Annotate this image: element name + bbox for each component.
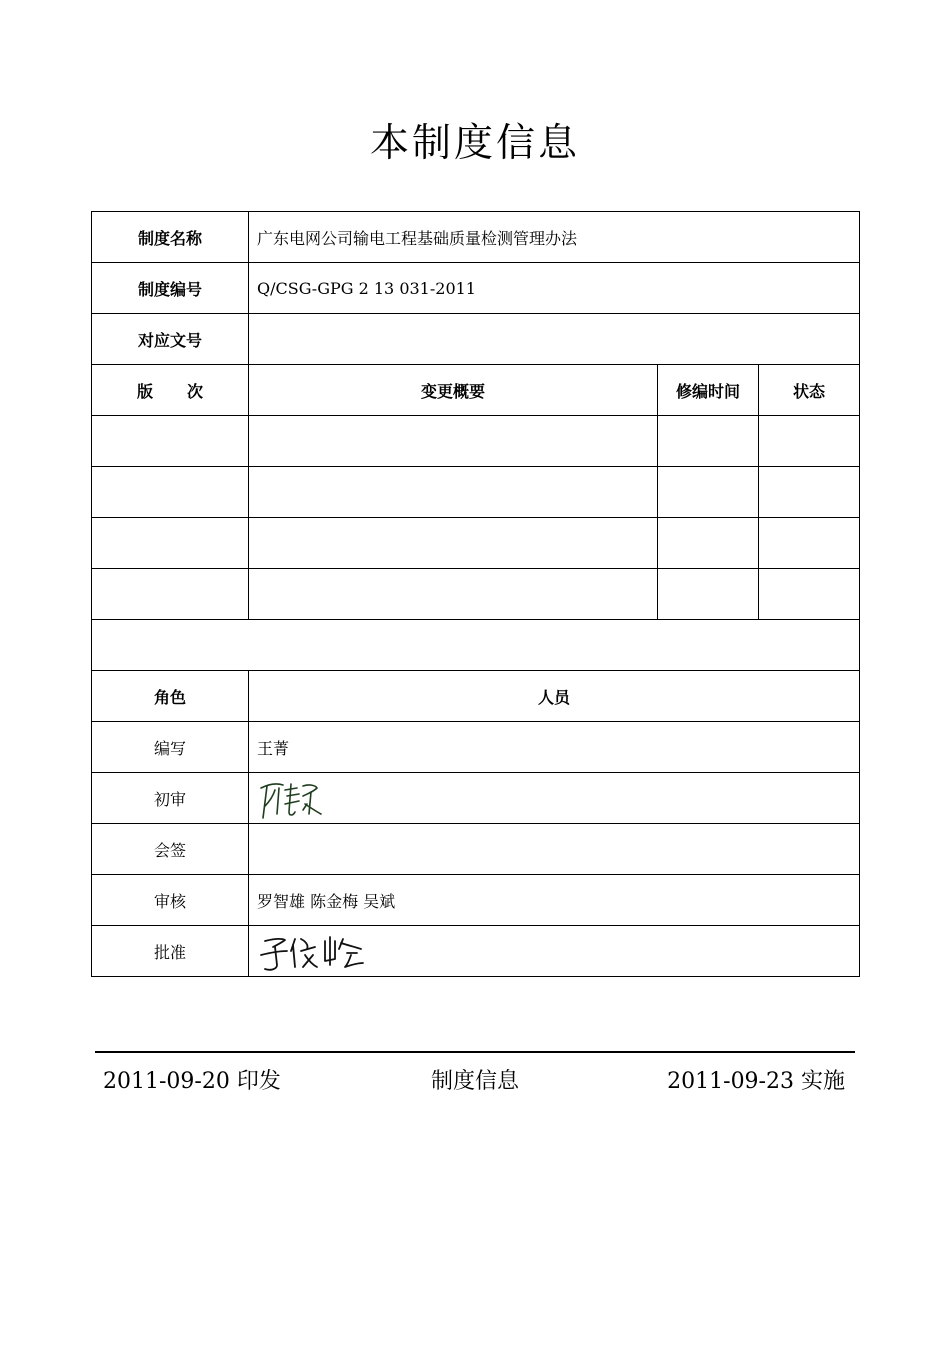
- time-cell: [658, 416, 759, 467]
- version-header-ban: 版: [136, 381, 153, 401]
- role-cell: 初审: [92, 773, 249, 824]
- time-cell: [658, 467, 759, 518]
- footer-effective: [667, 1064, 845, 1095]
- code-label: 制度编号: [92, 263, 249, 314]
- info-table: [91, 211, 860, 977]
- version-row: [92, 518, 860, 569]
- person-header: 人员: [249, 671, 860, 722]
- handwritten-signature-approval: [255, 927, 375, 975]
- roles-header-row: [92, 671, 860, 722]
- role-cell: 审核: [92, 875, 249, 926]
- page-title: 本制度信息: [369, 121, 580, 166]
- doc-label: 对应文号: [92, 314, 249, 365]
- spacer-row: [92, 620, 860, 671]
- name-row: [92, 212, 860, 263]
- version-row: [92, 416, 860, 467]
- status-cell: [759, 518, 860, 569]
- person-cell: [249, 824, 860, 875]
- summary-cell: [249, 569, 658, 620]
- role-cell: 编写: [92, 722, 249, 773]
- effective-date: 2011-09-23: [667, 1069, 794, 1094]
- code-value: Q/CSG-GPG 2 13 031-2011: [249, 263, 860, 314]
- status-header: 状态: [759, 365, 860, 416]
- status-cell: [759, 569, 860, 620]
- name-value: 广东电网公司输电工程基础质量检测管理办法: [249, 212, 860, 263]
- name-label: 制度名称: [92, 212, 249, 263]
- version-header-ci: 次: [187, 381, 204, 401]
- effective-label: 实施: [800, 1069, 845, 1094]
- doc-row: [92, 314, 860, 365]
- person-cell: [249, 926, 860, 977]
- summary-cell: [249, 467, 658, 518]
- summary-cell: [249, 416, 658, 467]
- role-row: [92, 773, 860, 824]
- status-cell: [759, 467, 860, 518]
- person-cell: 罗智雄 陈金梅 吴斌: [249, 875, 860, 926]
- version-cell: [92, 569, 249, 620]
- footer-divider: [95, 1051, 855, 1053]
- role-header: 角色: [92, 671, 249, 722]
- summary-cell: [249, 518, 658, 569]
- person-cell: [249, 773, 860, 824]
- version-cell: [92, 518, 249, 569]
- version-header: [92, 365, 249, 416]
- role-row: [92, 722, 860, 773]
- role-row: [92, 875, 860, 926]
- issue-date: 2011-09-20: [103, 1069, 230, 1094]
- handwritten-signature-preliminary: [255, 774, 335, 822]
- role-cell: 批准: [92, 926, 249, 977]
- revise-time-header: 修编时间: [658, 365, 759, 416]
- person-cell: 王菁: [249, 722, 860, 773]
- role-row: [92, 926, 860, 977]
- spacer-cell: [92, 620, 860, 671]
- summary-header: 变更概要: [249, 365, 658, 416]
- time-cell: [658, 518, 759, 569]
- version-cell: [92, 467, 249, 518]
- version-row: [92, 467, 860, 518]
- doc-value: [249, 314, 860, 365]
- code-row: [92, 263, 860, 314]
- version-cell: [92, 416, 249, 467]
- issue-label: 印发: [236, 1069, 281, 1094]
- time-cell: [658, 569, 759, 620]
- role-row: [92, 824, 860, 875]
- version-row: [92, 569, 860, 620]
- footer-center: 制度信息: [430, 1069, 519, 1094]
- role-cell: 会签: [92, 824, 249, 875]
- version-header-row: [92, 365, 860, 416]
- status-cell: [759, 416, 860, 467]
